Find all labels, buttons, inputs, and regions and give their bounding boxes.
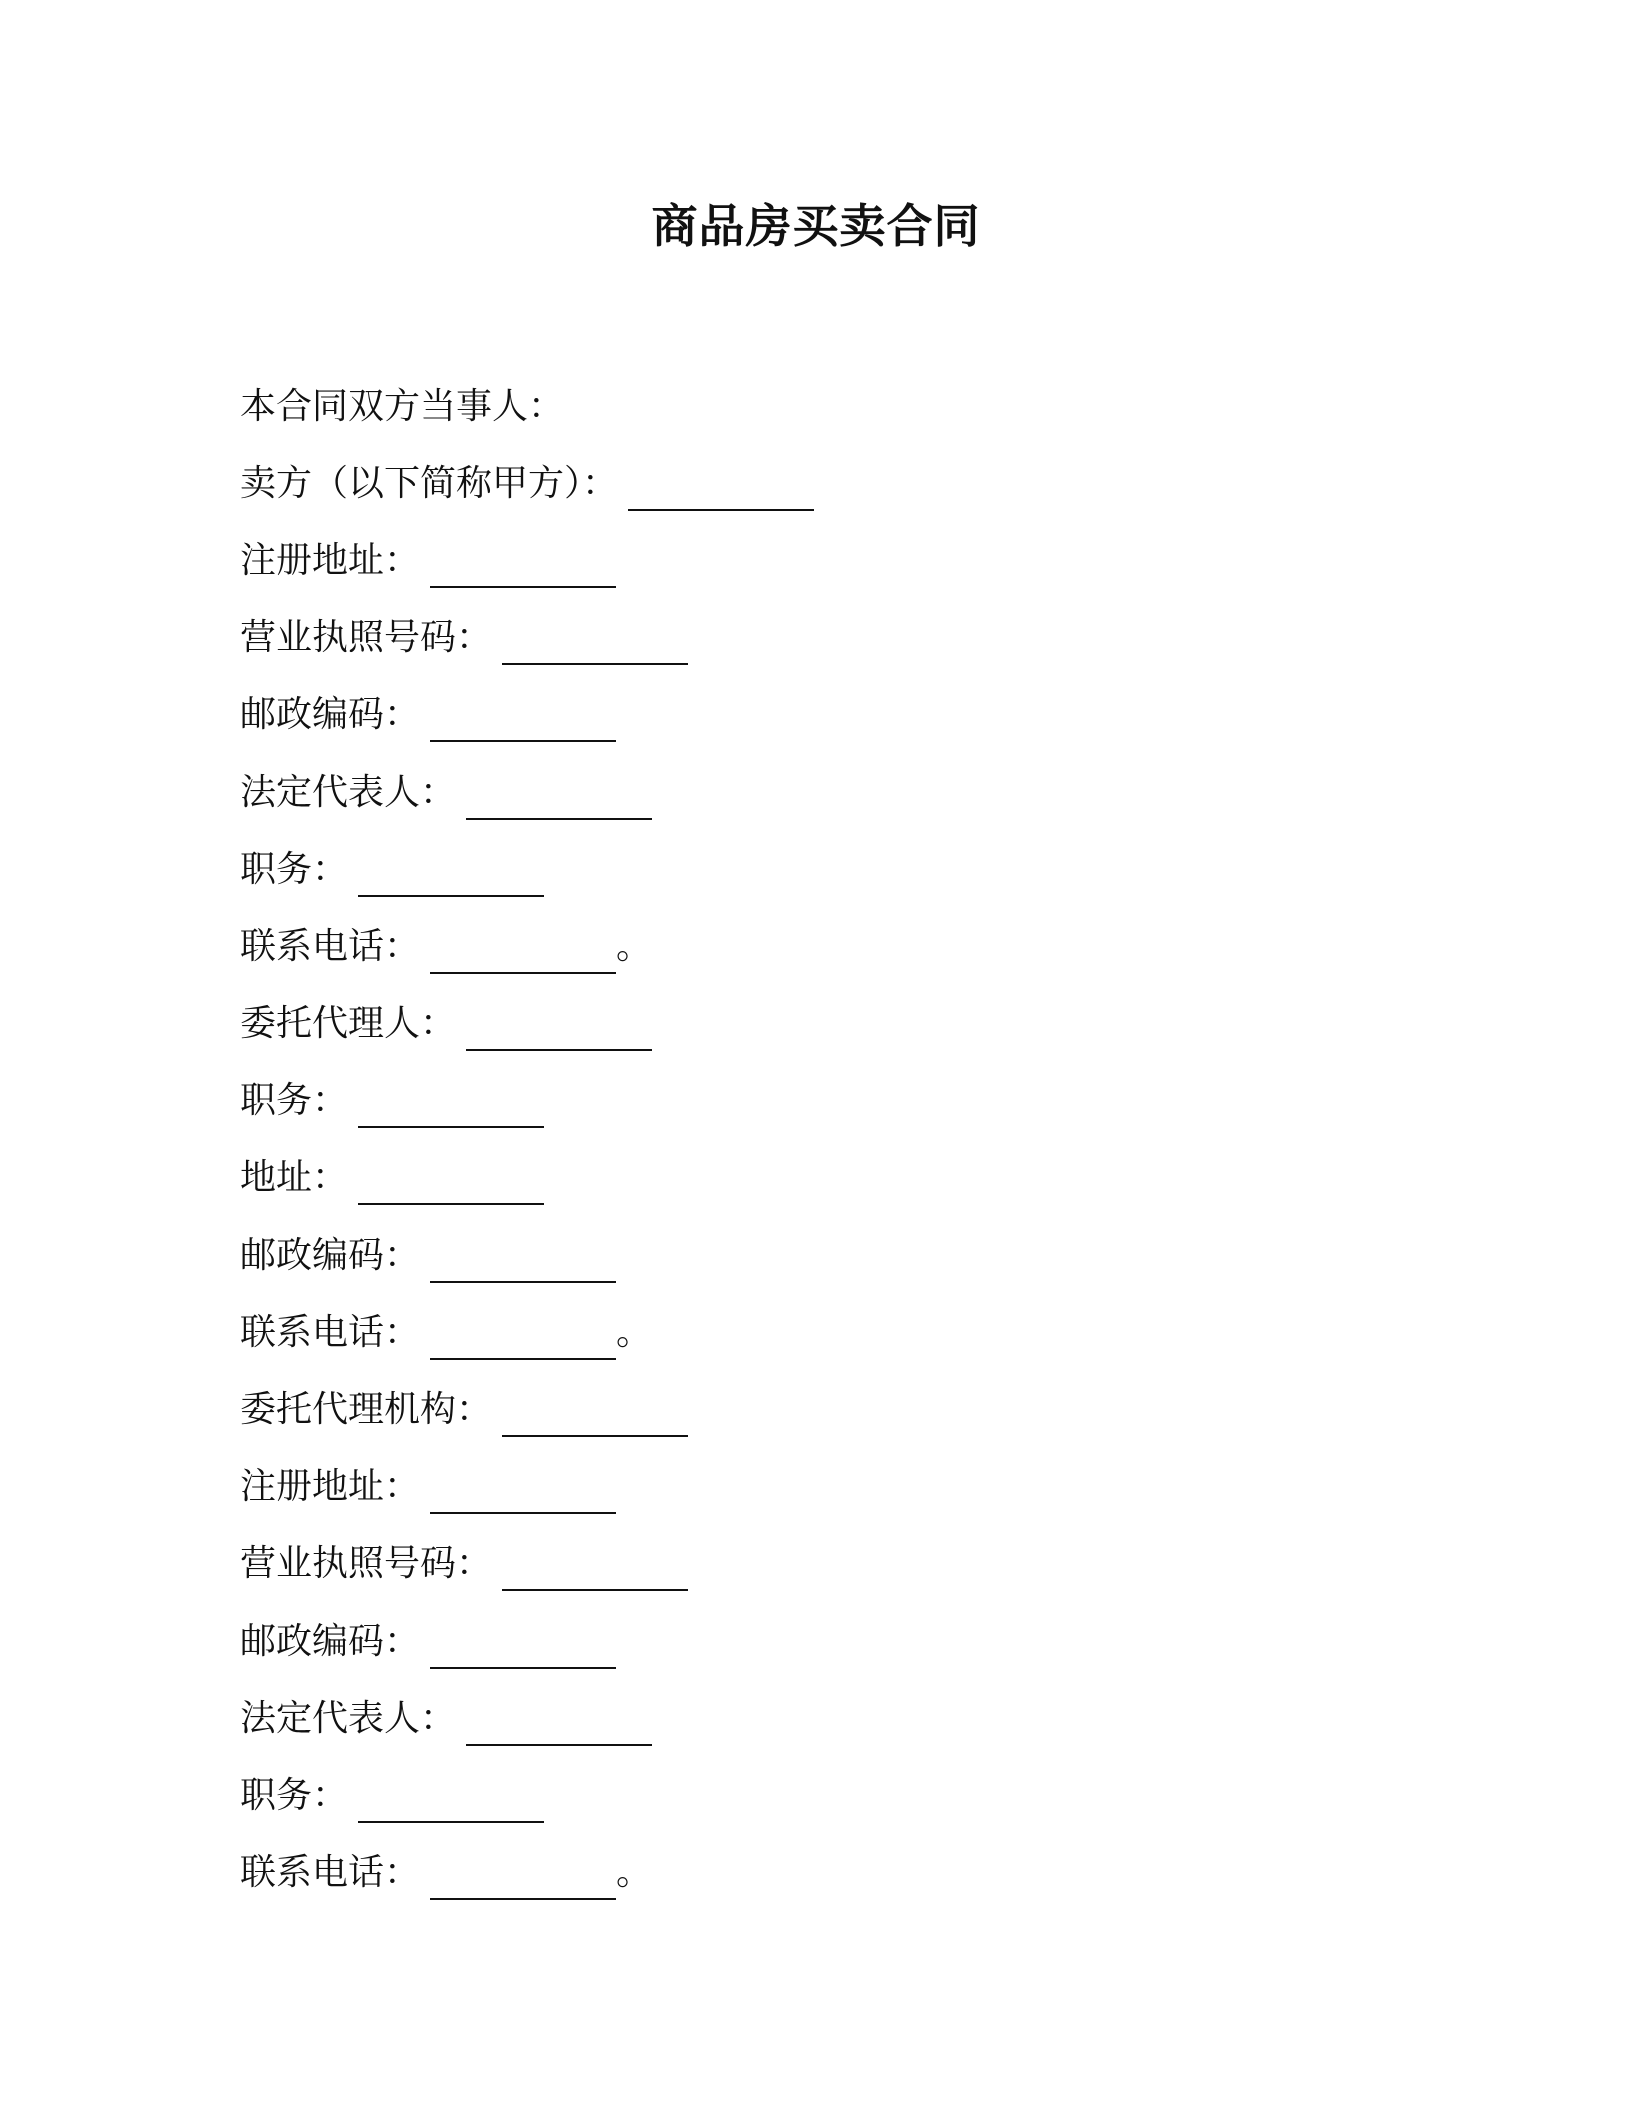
fill-in-blank[interactable] [502,1545,688,1591]
field-label: 卖方（以下简称甲方）： [240,462,619,504]
fill-in-blank[interactable] [628,465,814,511]
intro-text: 本合同双方当事人： [240,385,565,427]
field-line [240,1603,1440,1680]
field-label: 联系电话： [240,1311,421,1353]
field-label: 职务： [240,1080,349,1122]
field-line [240,1449,1440,1526]
field-line [240,677,1440,754]
fill-in-blank[interactable] [430,1623,616,1669]
field-line [240,1371,1440,1448]
fill-in-blank[interactable] [430,1237,616,1283]
field-label: 注册地址： [240,539,421,581]
field-line [240,522,1440,599]
fill-in-blank[interactable] [430,696,616,742]
fill-in-blank[interactable] [466,1700,652,1746]
fill-in-blank[interactable] [358,1159,544,1205]
field-label: 营业执照号码： [240,1543,493,1585]
fill-in-blank[interactable] [466,1005,652,1051]
field-label: 邮政编码： [240,1234,421,1276]
field-label: 地址： [240,1157,349,1199]
field-line [240,831,1440,908]
field-label: 委托代理人： [240,1003,457,1045]
field-line [240,1680,1440,1757]
field-label: 联系电话： [240,925,421,967]
field-line [240,600,1440,677]
field-line [240,445,1440,522]
party-info-list [240,368,1440,1912]
field-suffix: 。 [616,1311,653,1353]
field-label: 职务： [240,848,349,890]
field-line [240,1217,1440,1294]
field-label: 营业执照号码： [240,617,493,659]
field-suffix: 。 [616,1852,653,1894]
fill-in-blank[interactable] [430,1468,616,1514]
field-label: 注册地址： [240,1466,421,1508]
fill-in-blank[interactable] [430,1854,616,1900]
intro-line [240,368,1440,445]
document-title: 商品房买卖合同 [651,199,981,253]
fill-in-blank[interactable] [430,928,616,974]
field-line [240,908,1440,985]
fill-in-blank[interactable] [466,774,652,820]
field-suffix: 。 [616,925,653,967]
fill-in-blank[interactable] [358,851,544,897]
fill-in-blank[interactable] [358,1082,544,1128]
field-label: 法定代表人： [240,1697,457,1739]
field-label: 邮政编码： [240,1620,421,1662]
field-line [240,1294,1440,1371]
field-line [240,1526,1440,1603]
field-line [240,1835,1440,1912]
field-label: 联系电话： [240,1852,421,1894]
field-line [240,1757,1440,1834]
field-label: 委托代理机构： [240,1389,493,1431]
field-line [240,1063,1440,1140]
field-label: 法定代表人： [240,771,457,813]
field-label: 邮政编码： [240,694,421,736]
field-line [240,754,1440,831]
fill-in-blank[interactable] [358,1777,544,1823]
field-label: 职务： [240,1774,349,1816]
fill-in-blank[interactable] [430,1314,616,1360]
fill-in-blank[interactable] [430,542,616,588]
fill-in-blank[interactable] [502,1391,688,1437]
fill-in-blank[interactable] [502,619,688,665]
field-line [240,986,1440,1063]
field-line [240,1140,1440,1217]
